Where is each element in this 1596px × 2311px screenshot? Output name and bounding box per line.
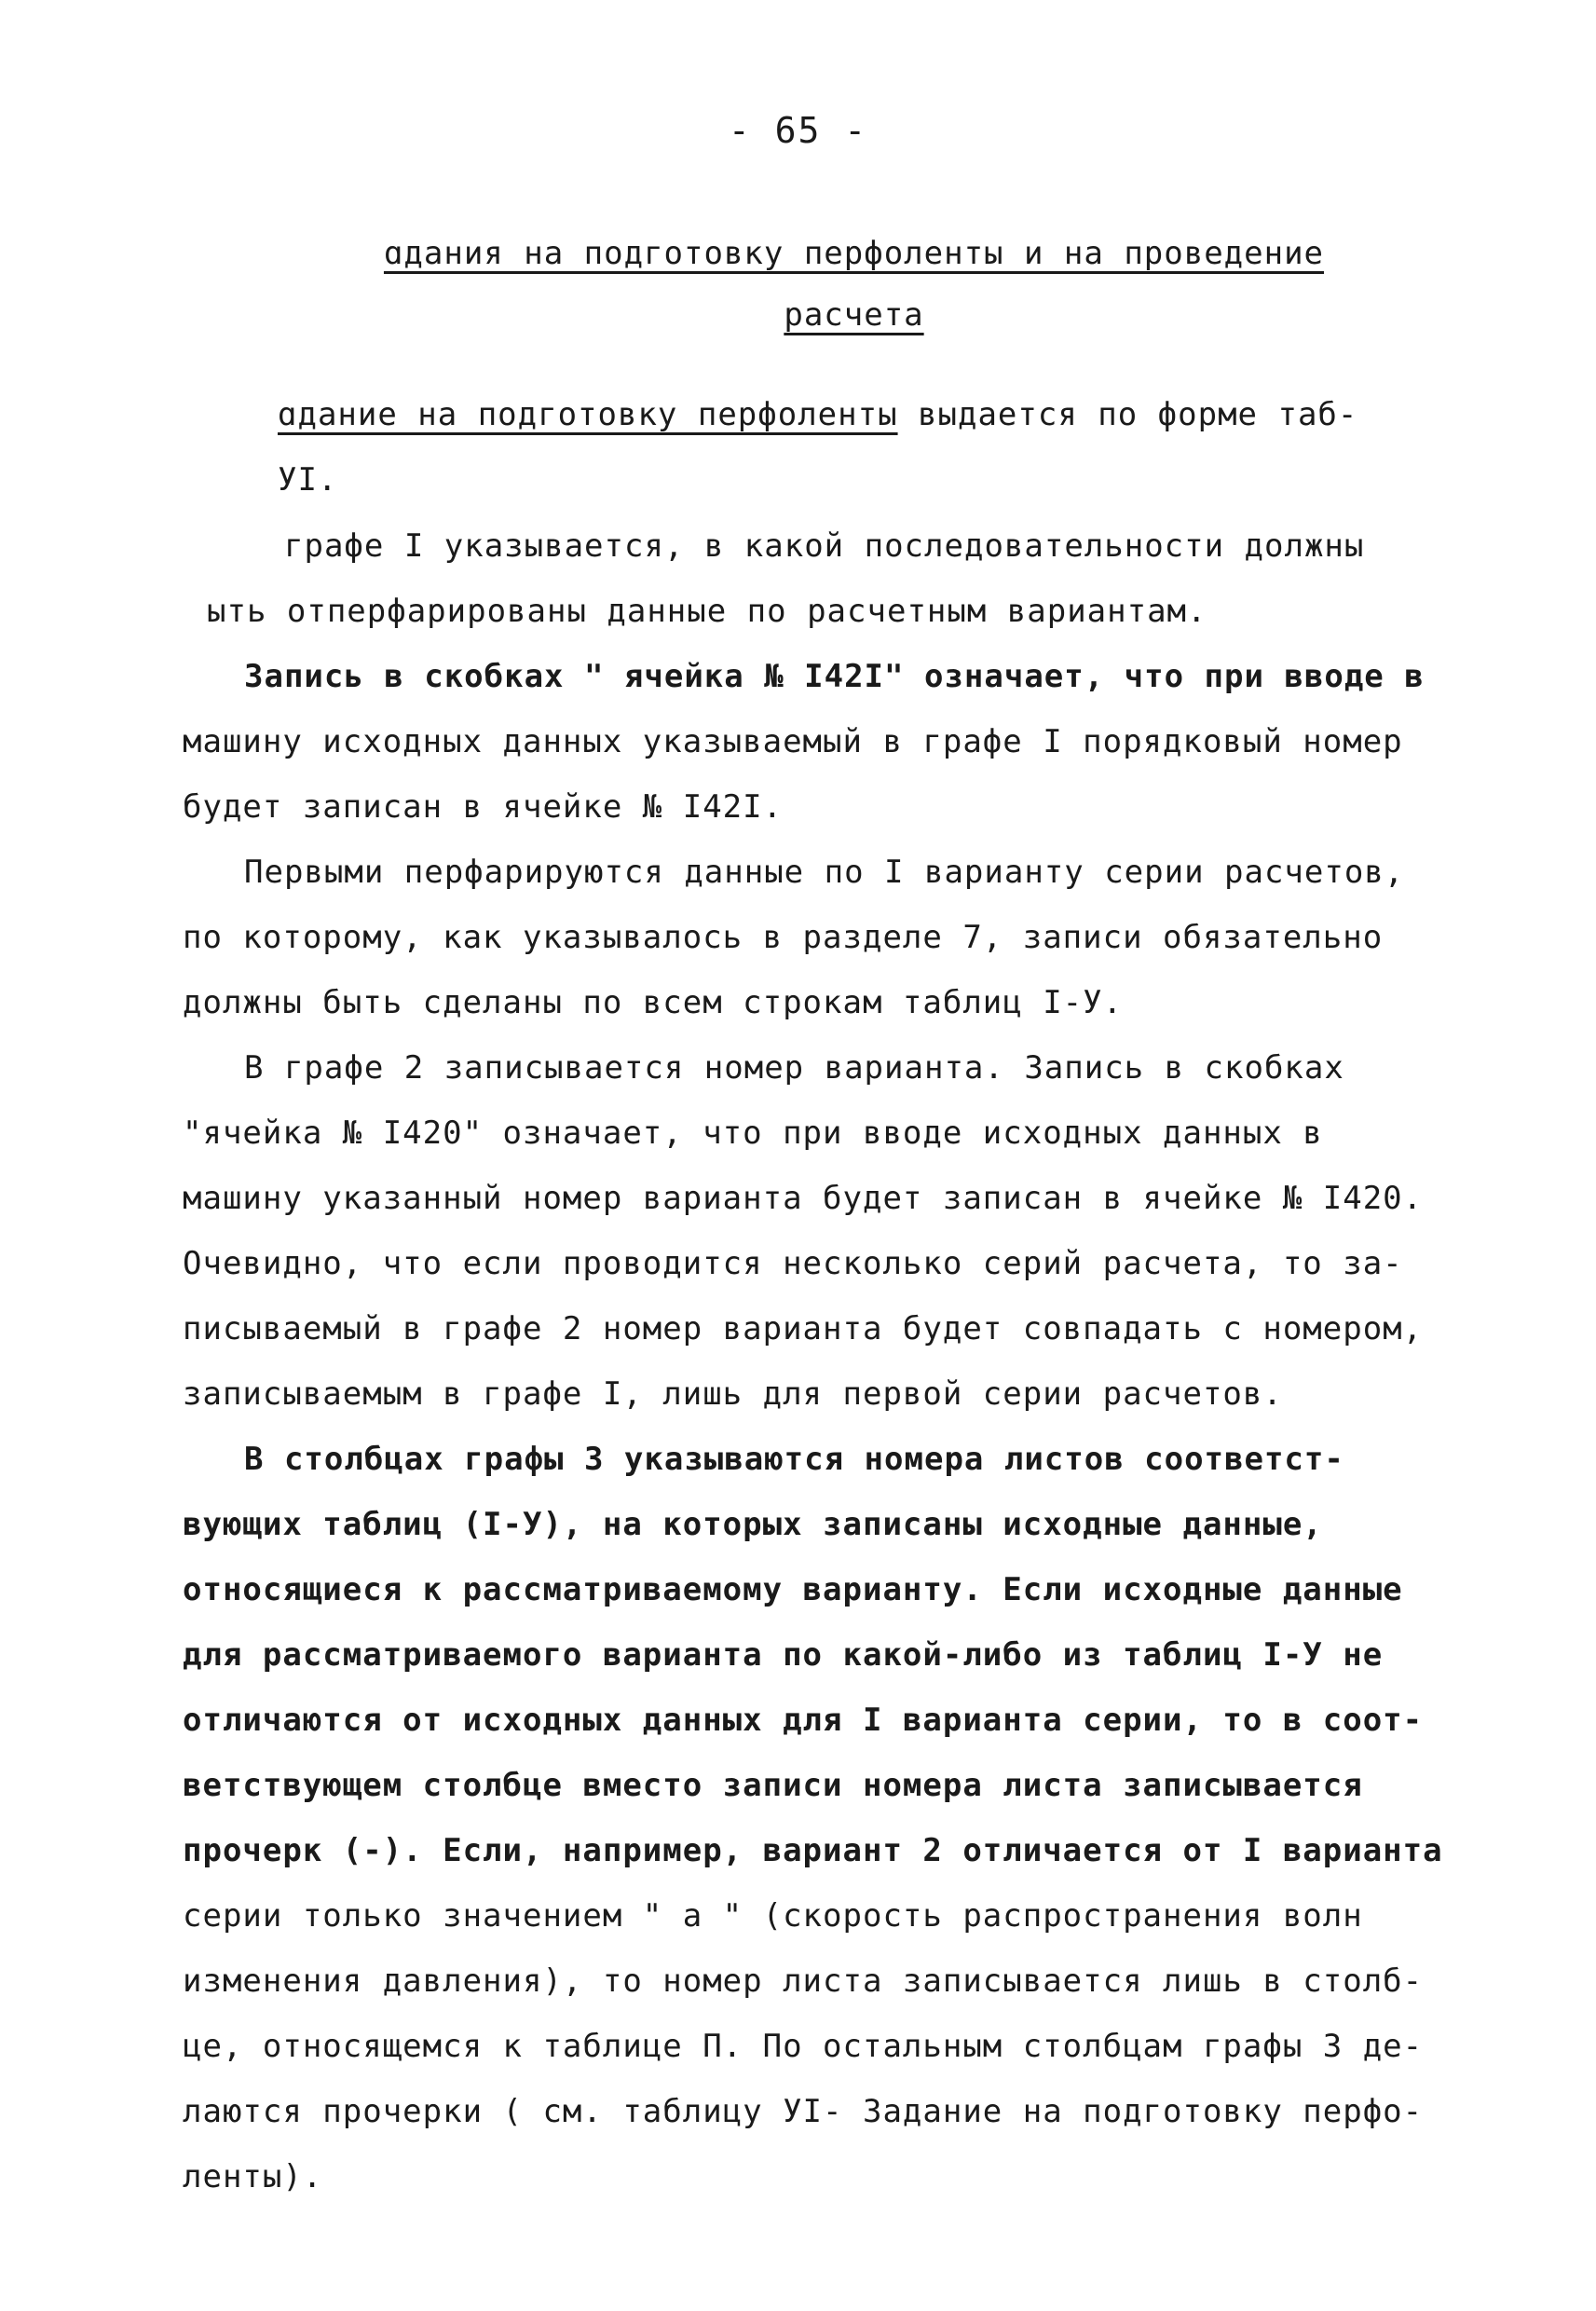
text-line: машину указанный номер варианта будет записан в ячейке № I420. <box>183 1180 1424 1217</box>
text-line: относящиеся к рассматриваемому варианту. Если исходные данные <box>183 1571 1403 1608</box>
text-line: ветствующем столбце вместо записи номера листа записывается <box>183 1767 1363 1804</box>
text-line: изменения давления), то номер листа записывается лишь в столб- <box>183 1962 1424 2000</box>
page-number: - 65 - <box>728 110 868 151</box>
paragraph-1-line-1 <box>278 396 1357 433</box>
text-line: прочерк (-). Если, например, вариант 2 отличается от I варианта <box>183 1832 1443 1869</box>
text-line: "ячейка № I420" означает, что при вводе исходных данных в <box>183 1114 1323 1152</box>
text-line: ленты). <box>183 2158 323 2195</box>
section-heading-line-1: ɑдания на подготовку перфоленты и на проведение <box>383 235 1325 272</box>
text-line: отличаются от исходных данных для I варианта серии, то в соот- <box>183 1702 1424 1739</box>
text-line: лаются прочерки ( см. таблицу УI- Задание на подготовку перфо- <box>183 2093 1424 2130</box>
text-line: для рассматриваемого варианта по какой-либо из таблиц I-У не <box>183 1636 1384 1674</box>
text-line: це, относящемся к таблице П. По остальным столбцам графы 3 де- <box>183 2028 1424 2065</box>
text-line: по которому, как указывалось в разделе 7, записи обязательно <box>183 919 1384 956</box>
text-line: записываемым в графе I, лишь для первой серии расчетов. <box>183 1375 1283 1413</box>
paragraph-1-line-1-rest: выдается по форме таб- <box>897 396 1358 433</box>
text-line: ыть отперфарированы данные по расчетным вариантам. <box>207 593 1207 630</box>
text-line: Очевидно, что если проводится несколько серий расчета, то за- <box>183 1245 1403 1282</box>
text-line: В графе 2 записывается номер варианта. Запись в скобках <box>244 1049 1344 1087</box>
text-line: писываемый в графе 2 номер варианта будет совпадать с номером, <box>183 1310 1424 1347</box>
paragraph-1-line-2: УI. <box>278 461 338 499</box>
text-line: машину исходных данных указываемый в графе I порядковый номер <box>183 723 1403 760</box>
text-line: В столбцах графы 3 указываются номера листов соответст- <box>244 1441 1344 1478</box>
text-line: вующих таблиц (I-У), на которых записаны исходные данные, <box>183 1506 1323 1543</box>
text-line: Первыми перфарируются данные по I варианту серии расчетов, <box>244 854 1405 891</box>
text-line: графе I указывается, в какой последовательности должны <box>284 527 1365 565</box>
section-heading-line-2: расчета <box>784 296 924 334</box>
text-line: серии только значением " a " (скорость распространения волн <box>183 1897 1363 1935</box>
text-line: должны быть сделаны по всем строкам таблиц I-У. <box>183 984 1124 1021</box>
text-line: будет записан в ячейке № I42I. <box>183 788 784 826</box>
text-line: Запись в скобках " ячейка № I42I" означает, что при вводе в <box>244 658 1425 695</box>
paragraph-1-underlined-term: ɑдание на подготовку перфоленты <box>278 396 898 433</box>
